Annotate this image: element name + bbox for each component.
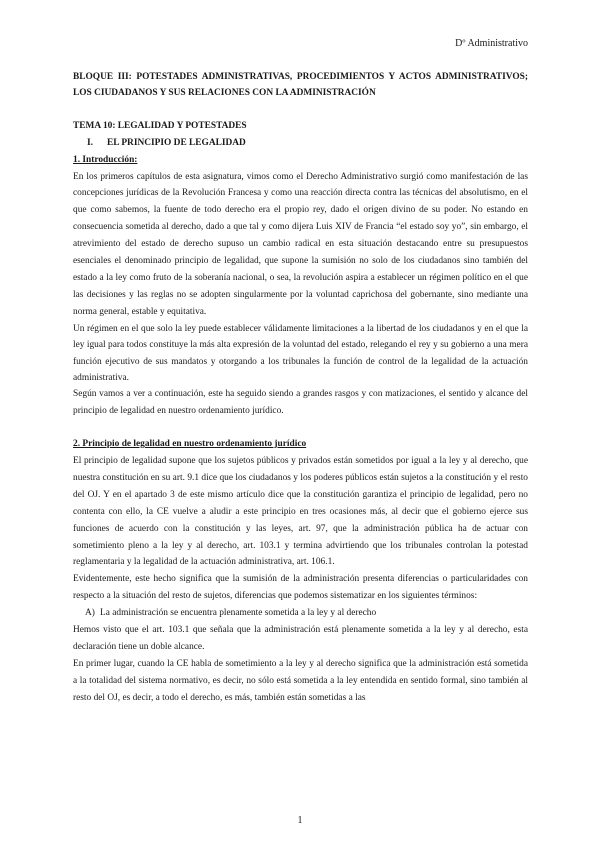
- paragraph: Según vamos a ver a continuación, este ha seguido siendo a grandes rasgos y con matizaciones, el sentido y alcance del principio de legalidad en nuestro ordenamiento jurídico.: [73, 389, 528, 416]
- running-header: Dº Administrativo: [455, 38, 528, 49]
- page-body: [73, 70, 528, 707]
- subsection-heading-intro: 1. Introducción:: [73, 154, 138, 165]
- page-number: 1: [297, 815, 303, 826]
- section-number: I.: [87, 137, 93, 148]
- paragraph: El principio de legalidad supone que los sujetos públicos y privados están sometidos por igual a la ley y al derecho, que nuestra constitución en su art. 9.1 dice que los ciudadanos y los poderes públicos están sujetos a la constitución y el resto del OJ. Y en el apartado 3 de este mismo artículo dice que la constitución garantiza el principio de legalidad, pero no contenta con ello, la CE vuelve a aludir a este principio en tres ocasiones más, al decir que el gobierno ejerce sus funciones de acuerdo con la constitución y las leyes, art. 97, que la administración pública ha de actuar con sometimiento pleno a la ley y al derecho, art. 103.1 y termina advirtiendo que los tribunales controlan la potestad reglamentaria y la legalidad de la actuación administrativa, art. 106.1.: [73, 456, 528, 568]
- list-item: [85, 605, 528, 622]
- paragraph: En primer lugar, cuando la CE habla de sometimiento a la ley y al derecho significa que la administración está sometida a la totalidad del sistema normativo, es decir, no sólo está sometida a la ley entendida en sentido formal, sino también al resto del OJ, es decir, a todo el derecho, es más, también están sometidas a las: [73, 658, 528, 703]
- section-heading: [87, 135, 528, 152]
- paragraph: Un régimen en el que solo la ley puede establecer válidamente limitaciones a la libertad de los ciudadanos y en el que la ley igual para todos constituye la más alta expresión de la voluntad del estado, relegando el rey y su gobierno a una mera función ejecutivo de sus mandatos y otorgando a los tribunales la función de control de la legalidad de la actuación administrativa.: [73, 323, 528, 383]
- paragraph: Evidentemente, este hecho significa que la sumisión de la administración presenta diferencias o particularidades con respecto a la situación del resto de sujetos, diferencias que podemos sistematizar en los siguientes términos:: [73, 574, 528, 602]
- paragraph: En los primeros capítulos de esta asignatura, vimos como el Derecho Administrativo surgió como manifestación de las concepciones jurídicas de la Revolución Francesa y como una reacción directa contra las técnicas del absolutismo, en el que como sabemos, la fuente de todo derecho era el propio rey, dado el origen divino de su poder. No estando en consecuencia sometida al derecho, dado a que tal y como dijera Luis XIV de Francia “el estado soy yo”, sin embargo, el atrevimiento del estado de derecho supuso un cambio radical en esta situación destacando entre su presupuestos esenciales el denominado principio de legalidad, que supone la sumisión no solo de los ciudadanos sino también del estado a la ley como fruto de la soberanía nacional, o sea, la revolución aspira a establecer un régimen político en el que las decisiones y las reglas no se adopten singularmente por la voluntad caprichosa del gobernante, sino mediante una norma general, estable y equitativa.: [73, 171, 528, 317]
- section-title: EL PRINCIPIO DE LEGALIDAD: [107, 137, 246, 148]
- bloque-title: BLOQUE III: POTESTADES ADMINISTRATIVAS, PROCEDIMIENTOS Y ACTOS ADMINISTRATIVOS; LOS CIUDADANOS Y SUS RELACIONES CON LA ADMINISTRACIÓN: [73, 72, 528, 98]
- list-item-label: A): [85, 608, 95, 619]
- subsection-heading-principle: 2. Principio de legalidad en nuestro ordenamiento jurídico: [73, 439, 307, 450]
- list-item-text: La administración se encuentra plenamente sometida a la ley y al derecho: [100, 608, 377, 619]
- spacer: [73, 419, 528, 436]
- paragraph: Hemos visto que el art. 103.1 que señala que la administración está plenamente sometida a la ley y al derecho, esta declaración tiene un doble alcance.: [73, 625, 528, 652]
- tema-title: TEMA 10: LEGALIDAD Y POTESTADES: [73, 120, 247, 131]
